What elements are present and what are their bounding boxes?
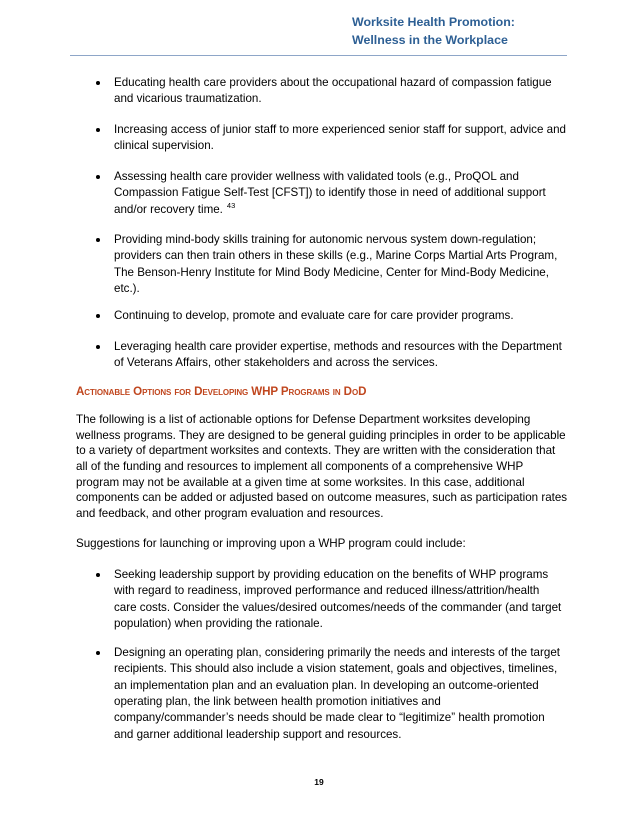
bullet-line: Compassion Fatigue Self-Test [CFST]) to identify those in need of additional support (114, 186, 546, 200)
bullet-item (114, 122, 566, 155)
bullet-item (114, 232, 557, 298)
paragraph-line: and feedback, and other program evaluation and resources. (76, 506, 384, 520)
bullet-line (114, 202, 546, 218)
paragraph-line: all of the funding and resources to implement all components of a comprehensive WHP (76, 459, 524, 473)
bullet-line: with regard to readiness, improved performance and reduced illness/attrition/health (114, 584, 540, 598)
running-header-line-1: Worksite Health Promotion: (352, 15, 515, 29)
bullet-item (114, 75, 552, 108)
bullet-item (114, 169, 546, 218)
bullet-item (114, 339, 562, 372)
bullet-line: and garner additional leadership support and resources. (114, 727, 402, 741)
bullet-icon (96, 573, 101, 578)
bullet-line: recipients. This should also include a vision statement, goals and objectives, timelines, (114, 662, 558, 676)
bullet-line: and vicarious traumatization. (114, 92, 262, 106)
bullet-line: Increasing access of junior staff to more experienced senior staff for support, advice and (114, 122, 566, 136)
bullet-item (114, 308, 514, 324)
bullet-line: Educating health care providers about the occupational hazard of compassion fatigue (114, 75, 552, 89)
footnote-reference: 43 (226, 200, 236, 210)
paragraph-line: wellness programs. They are designed to be general guiding principles in order to be applicable (76, 428, 566, 442)
bullet-line: operating plan, the link between health promotion initiatives and (114, 695, 441, 709)
paragraph-line: program may not be available at a given time at some worksites. In this case, additional (76, 475, 525, 489)
bullet-item (114, 645, 560, 743)
bullet-icon (96, 345, 101, 350)
page-number: 19 (314, 777, 324, 787)
bullet-line: Seeking leadership support by providing education on the benefits of WHP programs (114, 567, 549, 581)
bullet-line: Providing mind-body skills training for autonomic nervous system down-regulation; (114, 232, 537, 246)
bullet-line: Designing an operating plan, considering primarily the needs and interests of the target (114, 645, 560, 659)
bullet-line: Assessing health care provider wellness with validated tools (e.g., ProQOL and (114, 169, 519, 183)
bullet-line: clinical supervision. (114, 139, 214, 153)
bullet-line: The Benson-Henry Institute for Mind Body Medicine, Center for Mind-Body Medicine, (114, 265, 549, 279)
bullet-icon (96, 81, 101, 86)
paragraph-line: The following is a list of actionable options for Defense Department worksites developing (76, 413, 531, 427)
section-heading: Actionable Options for Developing WHP Programs in DoD (76, 385, 367, 398)
suggestions-intro: Suggestions for launching or improving upon a WHP program could include: (76, 537, 466, 550)
bullet-line: an implementation plan and an evaluation plan. In developing an outcome-oriented (114, 678, 539, 692)
intro-paragraph (76, 412, 567, 521)
bullet-line-text: and/or recovery time. (114, 202, 223, 216)
bullet-icon (96, 128, 101, 133)
bullet-line: care costs. Consider the values/desired outcomes/needs of the commander (and target (114, 600, 562, 614)
bullet-icon (96, 175, 101, 180)
header-rule (70, 55, 567, 56)
bullet-icon (96, 238, 101, 243)
bullet-line: company/commander’s needs should be made clear to “legitimize” health promotion (114, 711, 545, 725)
bullet-icon (96, 651, 101, 656)
bullet-item (114, 567, 561, 633)
bullet-line: etc.). (114, 282, 140, 296)
bullet-line: Continuing to develop, promote and evaluate care for care provider programs. (114, 308, 514, 322)
bullet-line: providers can then train others in these skills (e.g., Marine Corps Martial Arts Program, (114, 249, 558, 263)
running-header-line-2: Wellness in the Workplace (352, 33, 508, 47)
paragraph-line: components can be added or adjusted based on outcome measures, such as participation rates (76, 491, 568, 505)
bullet-line: of Veterans Affairs, other stakeholders and across the services. (114, 356, 438, 370)
bullet-line: population) when providing the rationale. (114, 617, 323, 631)
paragraph-line: to a variety of department worksites and contexts. They are written with the consideration that (76, 444, 556, 458)
bullet-line: Leveraging health care provider expertise, methods and resources with the Department (114, 339, 562, 353)
bullet-icon (96, 314, 101, 319)
